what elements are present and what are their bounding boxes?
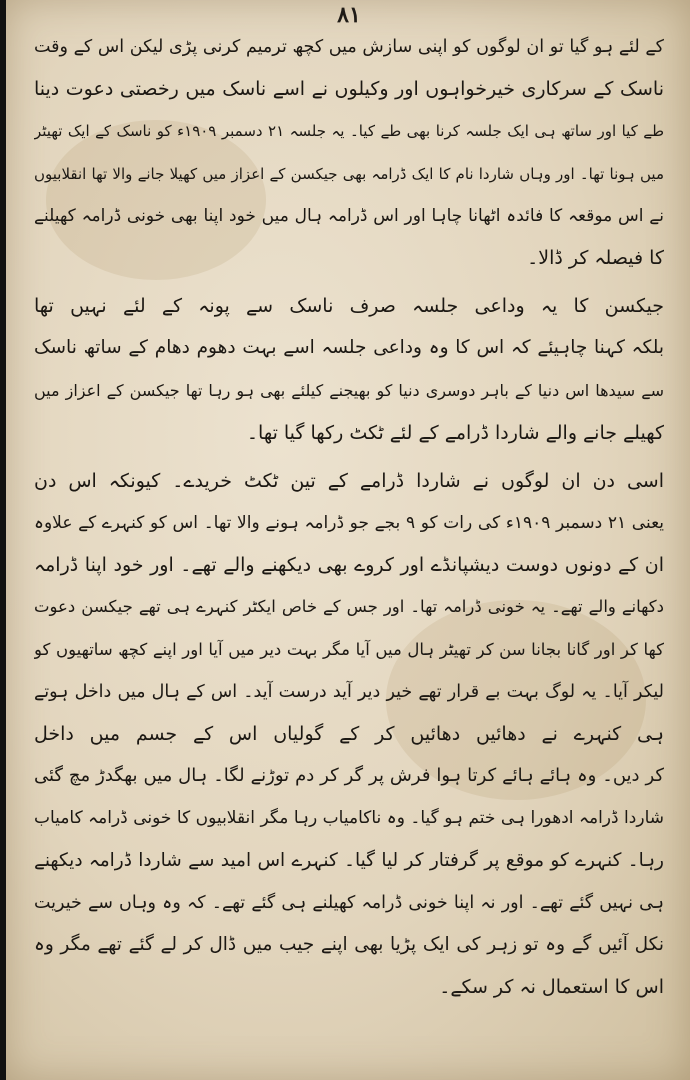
text-line: یعنی ۲۱ دسمبر ۱۹۰۹ء کی رات کو ۹ بجے جو ڈرامہ ہونے والا تھا۔ اس کو کنہرے کے علاوہ xyxy=(34,513,664,534)
paragraph xyxy=(34,285,664,454)
text-line: اسی دن ان لوگوں نے شاردا ڈرامے کے تین ٹکٹ خریدے۔ کیونکہ اس دن xyxy=(34,469,664,492)
text-line: ہی کنہرے نے دھائیں دھائیں کر کے گولیاں اس کے جسم میں داخل xyxy=(34,723,664,745)
text-line: طے کیا اور ساتھ ہی ایک جلسہ کرنا بھی طے کیا۔ یہ جلسہ ۲۱ دسمبر ۱۹۰۹ء کو ناسک کے ایک تھیٹر xyxy=(34,122,664,141)
text-line: نے اس موقعہ کا فائدہ اٹھانا چاہا اور اس ڈرامہ ہال میں خود اپنا بھی خونی ڈرامہ کھیلنے xyxy=(34,205,664,226)
text-line: اس کا استعمال نہ کر سکے۔ xyxy=(439,976,664,999)
text-line: ان کے دونوں دوست دیشپانڈے اور کروے بھی دیکھنے والے تھے۔ اور خود اپنا ڈرامہ xyxy=(34,554,664,577)
page-text xyxy=(34,26,664,1008)
text-line: سے سیدھا اس دنیا کے باہر دوسری دنیا کو بھیجنے کیلئے بھی ہو رہا تھا جیکسن کے اعزاز میں xyxy=(34,380,664,400)
text-line: کر دیں۔ وہ ہائے ہائے کرتا ہوا فرش پر گر کر دم توڑنے لگا۔ ہال میں بھگدڑ مچ گئی xyxy=(34,765,664,787)
page-number: ۸۱ xyxy=(337,2,361,28)
text-line: کے لئے ہو گیا تو ان لوگوں کو اپنی سازش میں کچھ ترمیم کرنی پڑی لیکن اس کے وقت xyxy=(34,37,664,57)
text-line: کھا کر اور گانا بجانا سن کر تھیٹر ہال میں آیا مگر بہت دیر میں آیا اور اپنے کچھ ساتھیوں کو xyxy=(34,639,664,659)
text-line: لیکر آیا۔ یہ لوگ بہت بے قرار تھے خیر دیر آید درست آید۔ اس کے ہال میں داخل ہوتے xyxy=(34,681,664,702)
text-line: کا فیصلہ کر ڈالا۔ xyxy=(527,246,664,269)
text-line: ناسک کے سرکاری خیرخواہوں اور وکیلوں نے اسے ناسک میں رخصتی دعوت دینا xyxy=(34,78,664,101)
text-line: نکل آئیں گے وہ تو زہر کی ایک پڑیا بھی اپنے جیب میں ڈال کر لے گئے تھے مگر وہ xyxy=(34,933,664,955)
book-page xyxy=(6,0,690,1080)
text-line: دکھانے والے تھے۔ یہ خونی ڈرامہ تھا۔ اور جس کے خاص ایکٹر کنہرے ہی تھے جیکسن دعوت xyxy=(34,597,664,617)
paragraph xyxy=(34,460,664,1008)
text-line: شاردا ڈرامہ ادھورا ہی ختم ہو گیا۔ وہ ناکامیاب رہا مگر انقلابیوں کا خونی ڈرامہ کامیاب xyxy=(34,808,664,829)
text-line: کھیلے جانے والے شاردا ڈرامے کے لئے ٹکٹ رکھا گیا تھا۔ xyxy=(246,421,664,444)
text-line: بلکہ کہنا چاہیئے کہ اس کا وہ وداعی جلسہ اسے بہت دھوم دھام کے ساتھ ناسک xyxy=(34,337,664,359)
paragraph xyxy=(34,26,664,279)
text-line: رہا۔ کنہرے کو موقع پر گرفتار کر لیا گیا۔ کنہرے اس امید سے شاردا ڈرامہ دیکھنے xyxy=(34,849,664,871)
text-line: ہی نہیں گئے تھے۔ اور نہ اپنا خونی ڈرامہ کھیلنے ہی گئے تھے۔ کہ وہ وہاں سے خیریت xyxy=(34,892,664,913)
text-line: میں ہونا تھا۔ اور وہاں شاردا نام کا ایک ڈرامہ بھی جیکسن کے اعزاز میں کھیلا جانے والا تھا انقلابیوں xyxy=(34,164,664,183)
text-line: جیکسن کا یہ وداعی جلسہ صرف ناسک سے پونہ کے لئے نہیں تھا xyxy=(34,295,664,318)
